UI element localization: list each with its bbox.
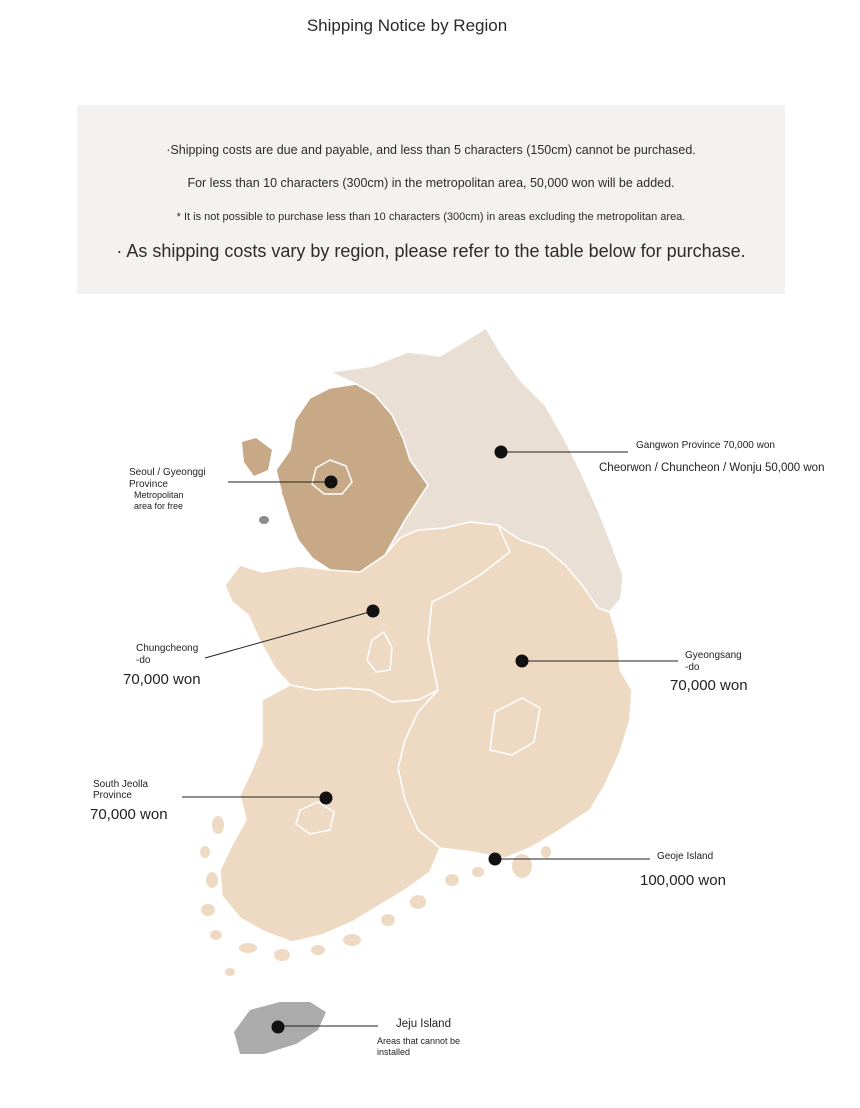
geoje-marker — [489, 853, 502, 866]
jeju-marker — [272, 1021, 285, 1034]
chungcheong-price: 70,000 won — [123, 671, 201, 688]
notice-line: · As shipping costs vary by region, please refer to the table below for purchase. — [116, 241, 746, 261]
chungcheong-name: -do — [136, 655, 151, 666]
gyeongsang-name: Gyeongsang — [685, 650, 742, 661]
jeolla-name: Province — [93, 790, 132, 801]
geoje-name: Geoje Island — [657, 851, 714, 862]
geoje-price: 100,000 won — [640, 872, 726, 889]
jeju-note: Areas that cannot be — [377, 1036, 461, 1046]
chungcheong-marker — [367, 605, 380, 618]
seoul-name: Seoul / Gyeonggi — [129, 467, 206, 478]
seoul-marker — [325, 476, 338, 489]
seoul-note: Metropolitan — [134, 490, 184, 500]
seoul-note: area for free — [134, 501, 184, 511]
jeolla-price: 70,000 won — [90, 806, 168, 823]
gangwon-marker — [495, 446, 508, 459]
gyeongsang-name: -do — [685, 662, 700, 673]
jeju-name: Jeju Island — [396, 1018, 451, 1030]
seoul-name: Province — [129, 479, 168, 490]
chungcheong-name: Chungcheong — [136, 643, 199, 654]
gangwon-note: Cheorwon / Chuncheon / Wonju 50,000 won — [599, 462, 825, 474]
jeju-note: installed — [377, 1047, 411, 1057]
gyeongsang-marker — [516, 655, 529, 668]
page-title: Shipping Notice by Region — [306, 16, 508, 35]
notice-line: * It is not possible to purchase less than 10 characters (300cm) in areas excluding the metropolitan area. — [176, 211, 686, 223]
gangwon-name: Gangwon Province 70,000 won — [636, 440, 775, 451]
jeolla-name: South Jeolla — [93, 779, 149, 790]
gyeongsang-price: 70,000 won — [670, 677, 748, 694]
notice-line: For less than 10 characters (300cm) in the metropolitan area, 50,000 won will be added. — [187, 176, 675, 190]
jeolla-marker — [320, 792, 333, 805]
notice-line: ·Shipping costs are due and payable, and less than 5 characters (150cm) cannot be purchased. — [166, 143, 696, 157]
